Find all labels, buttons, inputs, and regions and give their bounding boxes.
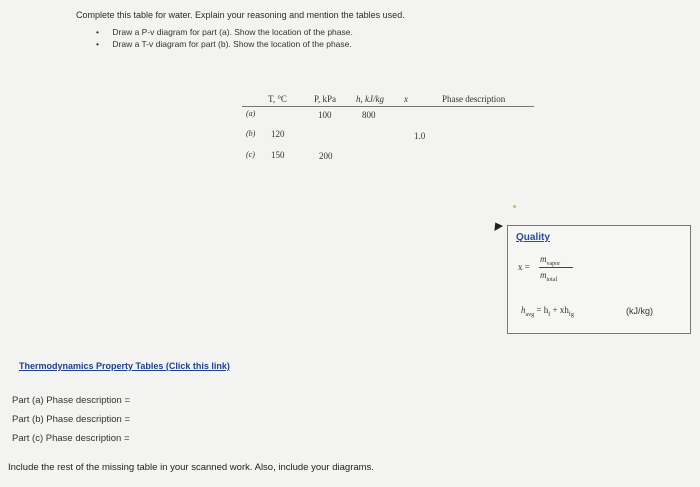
row-label: (b) xyxy=(246,129,256,138)
bullet-item xyxy=(96,39,352,49)
row-label: (c) xyxy=(246,150,255,159)
header-temperature: T, °C xyxy=(268,94,287,104)
mouse-cursor-icon xyxy=(491,220,503,231)
bullet-text: Draw a T-v diagram for part (b). Show the location of the phase. xyxy=(112,39,352,49)
property-tables-link[interactable]: Thermodynamics Property Tables (Click this link) xyxy=(19,361,230,371)
cell-temperature: 150 xyxy=(271,150,285,160)
instructions-title: Complete this table for water. Explain your reasoning and mention the tables used. xyxy=(76,10,405,20)
header-quality: x xyxy=(404,94,408,104)
cell-temperature: 120 xyxy=(271,129,285,139)
equals-sign: = xyxy=(123,433,130,445)
part-c-answer-field[interactable] xyxy=(138,433,248,444)
bullet-icon: • xyxy=(96,27,99,37)
bullet-item xyxy=(96,27,353,37)
quality-numerator: $m_{vapor}$ xyxy=(540,254,561,267)
enthalpy-formula: $h_{avg} = h_f + xh_{fg}$ xyxy=(521,305,574,318)
quality-title: Quality xyxy=(516,232,550,243)
fraction-bar xyxy=(539,267,573,268)
cell-pressure: 100 xyxy=(318,110,332,120)
enthalpy-units: (kJ/kg) xyxy=(626,306,653,316)
cell-pressure: 200 xyxy=(319,151,333,161)
row-label: (a) xyxy=(246,109,256,118)
equals-sign: = xyxy=(124,414,131,426)
cell-quality: 1.0 xyxy=(414,131,426,141)
quality-denominator: $m_{total}$ xyxy=(540,270,558,283)
quality-info-box xyxy=(507,225,691,334)
part-b-answer-field[interactable] xyxy=(139,414,249,425)
part-a-row xyxy=(12,395,249,406)
part-a-answer-field[interactable] xyxy=(139,395,249,406)
part-b-row xyxy=(12,414,249,425)
part-a-label: Part (a) Phase description xyxy=(12,395,122,407)
part-b-label: Part (b) Phase description xyxy=(12,414,122,426)
footer-instructions: Include the rest of the missing table in your scanned work. Also, include your diagrams. xyxy=(8,462,374,473)
quality-formula-lhs: x = xyxy=(518,262,530,272)
header-rule xyxy=(242,106,534,107)
bullet-icon: • xyxy=(96,39,99,49)
dust-speck xyxy=(513,205,516,208)
header-phase-description: Phase description xyxy=(442,94,506,104)
bullet-text: Draw a P-v diagram for part (a). Show the location of the phase. xyxy=(112,27,353,37)
part-c-label: Part (c) Phase description xyxy=(12,433,122,445)
cell-enthalpy: 800 xyxy=(362,110,376,120)
part-c-row xyxy=(12,433,248,444)
equals-sign: = xyxy=(124,395,131,407)
header-pressure: P, kPa xyxy=(314,94,337,104)
header-enthalpy: h, kJ/kg xyxy=(356,94,384,104)
